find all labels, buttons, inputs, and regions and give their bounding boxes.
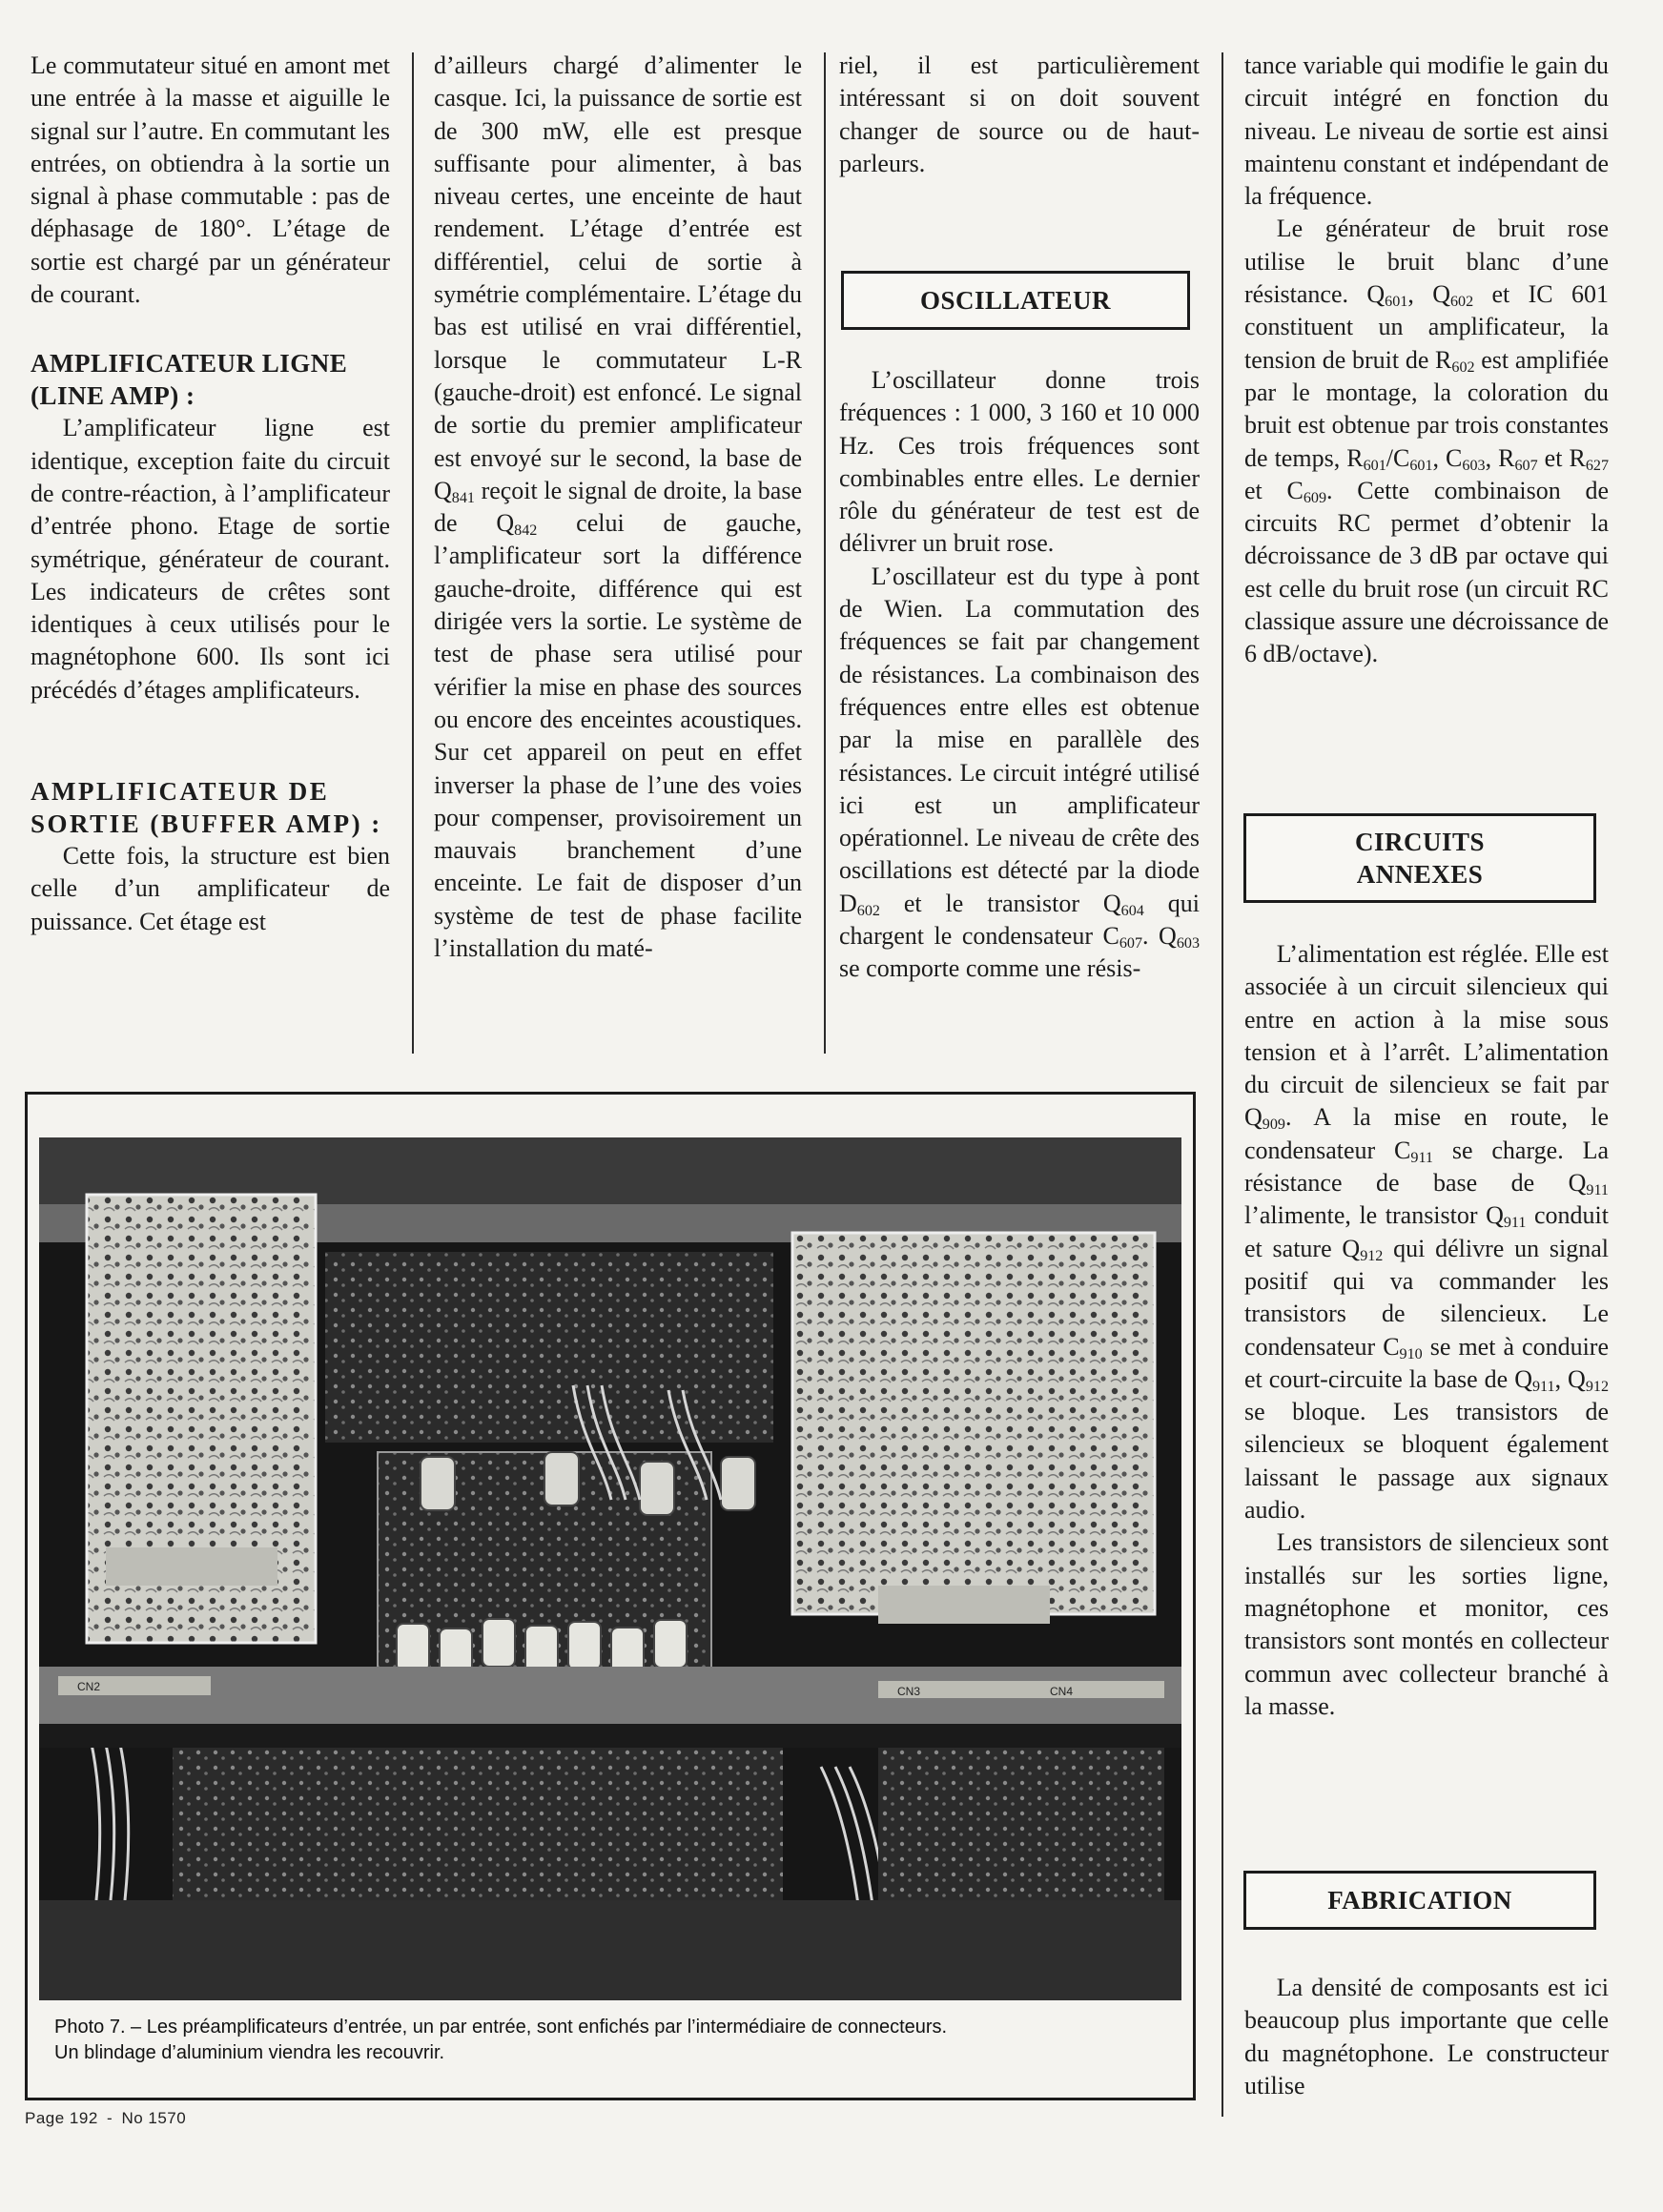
section-title-oscillateur: OSCILLATEUR	[919, 286, 1112, 315]
column-4	[1244, 50, 1609, 671]
photo-caption	[54, 2015, 1180, 2066]
label-cn3: CN3	[897, 1685, 921, 1698]
col4-paragraph-3: L’alimentation est réglée. Elle est associée à un circuit silencieux qui entre en action à la mise sous tension et à l’arrêt. L’alimentation du circuit de silencieux se fait par $Q_{909}$. A la mise en route, le condensateur $C_{911}$ se charge. La résistance de base de $Q_{911}$ l’alimente, le transistor $Q_{911}$ conduit et sature $Q_{912}$ qui délivre un signal positif qui va commander les transistors de silencieux. Le condensateur $C_{910}$ se met à conduire et court-circuite la base de $Q_{911}$, $Q_{912}$ se bloque. Les transistors de silencieux se bloquent également laissant le passage aux signaux audio.	[1244, 940, 1609, 1525]
label-cn4: CN4	[1050, 1685, 1074, 1698]
photo-caption-line-2: Un blindage d’aluminium viendra les recouvrir.	[54, 2042, 445, 2063]
column-rule-3	[1222, 52, 1223, 2117]
col3-paragraph-3: L’oscillateur est du type à pont de Wien. La commutation des fréquences se fait par changement de résistances. La combinaison des fréquences entre elles est obtenue par la mise en parallèle des résistances. Le circuit intégré utilisé ici est un amplificateur opérationnel. Le niveau de crête des oscillations est détecté par la diode $D_{602}$ et le transistor $Q_{604}$ qui chargent le condensateur $C_{607}$. $Q_{603}$ se comporte comme une résis-	[839, 562, 1200, 983]
heading-buffer-amp: AMPLIFICATEUR DE SORTIE (BUFFER AMP) :	[31, 777, 382, 839]
issue-number: No 1570	[121, 2109, 187, 2127]
circuit-board-photo	[39, 1137, 1181, 2000]
column-rule-1	[412, 52, 414, 1054]
section-box-circuits-annexes	[1243, 813, 1596, 903]
photo-caption-line-1: Photo 7. – Les préamplificateurs d’entrée, un par entrée, sont enfichés par l’intermédiaire de connecteurs.	[54, 2017, 948, 2038]
center-amplifier-board	[378, 1452, 755, 1690]
heading-line-amp: AMPLIFICATEUR LIGNE (LINE AMP) :	[31, 349, 348, 411]
col3-paragraph-1: riel, il est particulièrement intéressant si on doit souvent changer de source ou de haut-parleurs.	[839, 51, 1200, 177]
col4-paragraph-4: Les transistors de silencieux sont installés sur les sorties ligne, magnétophone et monitor, ces transistors sont montés en collecteur commun avec collecteur branché à la masse.	[1244, 1528, 1609, 1720]
column-rule-2	[824, 52, 826, 1054]
col3-paragraph-2: L’oscillateur donne trois fréquences : 1 000, 3 160 et 10 000 Hz. Ces trois fréquences sont combinables entre elles. Le dernier rôle du générateur de test est de délivrer un bruit rose.	[839, 366, 1200, 558]
footer-separator: -	[107, 2109, 113, 2127]
col1-paragraph-3: Cette fois, la structure est bien celle d’un amplificateur de puissance. Cet étage est	[31, 842, 390, 935]
column-1	[31, 50, 390, 938]
page-number: Page 192	[25, 2109, 98, 2127]
left-plugin-board	[87, 1195, 316, 1643]
section-title-circuits: CIRCUITS	[1354, 828, 1486, 856]
page-footer	[25, 2109, 186, 2128]
column-2	[434, 50, 802, 965]
section-box-fabrication	[1243, 1871, 1596, 1930]
column-3-lower	[839, 364, 1200, 986]
column-4-middle	[1244, 938, 1609, 1723]
column-4-bottom	[1244, 1972, 1609, 2102]
col1-paragraph-2: L’amplificateur ligne est identique, exception faite du circuit de contre-réaction, à l’amplificateur d’entrée phono. Etage de sortie symétrique, générateur de courant. Les indicateurs de crêtes sont identiques à ceux utilisés pour le magnétophone 600. Ils sont ici précédés d’étages amplificateurs.	[31, 414, 390, 704]
section-title-fabrication: FABRICATION	[1327, 1886, 1512, 1915]
label-cn2: CN2	[77, 1680, 101, 1693]
photo-frame	[25, 1092, 1196, 2100]
col2-paragraph-1: d’ailleurs chargé d’alimenter le casque. Ici, la puissance de sortie est de 300 mW, elle est presque suffisante pour alimenter, à bas niveau certes, une enceinte de haut rendement. L’étage d’entrée est différentiel, celui de sortie à symétrie complémentaire. L’étage du bas est utilisé en vrai différentiel, lorsque le commutateur L-R (gauche-droit) est enfoncé. Le signal de sortie du premier amplificateur est envoyé sur le second, la base de $Q_{841}$ reçoit le signal de droite, la base de $Q_{842}$ celui de gauche, l’amplificateur sort la différence gauche-droite, différence qui est dirigée vers la sortie. Le système de test de phase sera utilisé pour vérifier la mise en phase des sources ou encore des enceintes acoustiques. Sur cet appareil on peut en effet inverser la phase de l’une des voies pour compenser, provisoirement un mauvais branchement d’une enceinte. Le fait de disposer d’un système de test de phase facilite l’installation du maté-	[434, 51, 803, 963]
col4-paragraph-1: tance variable qui modifie le gain du circuit intégré en fonction du niveau. Le niveau de sortie est ainsi maintenu constant et indépendant de la fréquence.	[1244, 51, 1609, 211]
right-plugin-board	[792, 1233, 1155, 1624]
section-box-oscillateur	[841, 271, 1190, 330]
col4-paragraph-5: La densité de composants est ici beaucoup plus importante que celle du magnétophone. Le constructeur utilise	[1244, 1974, 1609, 2099]
col1-paragraph-1: Le commutateur situé en amont met une entrée à la masse et aiguille le signal sur l’autre. En commutant les entrées, on obtiendra à la sortie un signal à phase commutable : pas de déphasage de 180°. L’étage de sortie est chargé par un générateur de courant.	[31, 51, 390, 309]
section-title-annexes: ANNEXES	[1356, 860, 1484, 889]
column-3	[839, 50, 1200, 180]
col4-paragraph-2: Le générateur de bruit rose utilise le bruit blanc d’une résistance. $Q_{601}$, $Q_{602}$ et IC 601 constituent un amplificateur, la tension de bruit de $R_{602}$ est amplifiée par le montage, la coloration du bruit est obtenue par trois constantes de temps, $R_{601}/C_{601}$, $C_{603}$, $R_{607}$ et $R_{627}$ et $C_{609}$. Cette combinaison de circuits RC permet d’obtenir la décroissance de 3 dB par octave qui est celle du bruit rose (un circuit RC classique assure une décroissance de 6 dB/octave).	[1244, 215, 1610, 668]
